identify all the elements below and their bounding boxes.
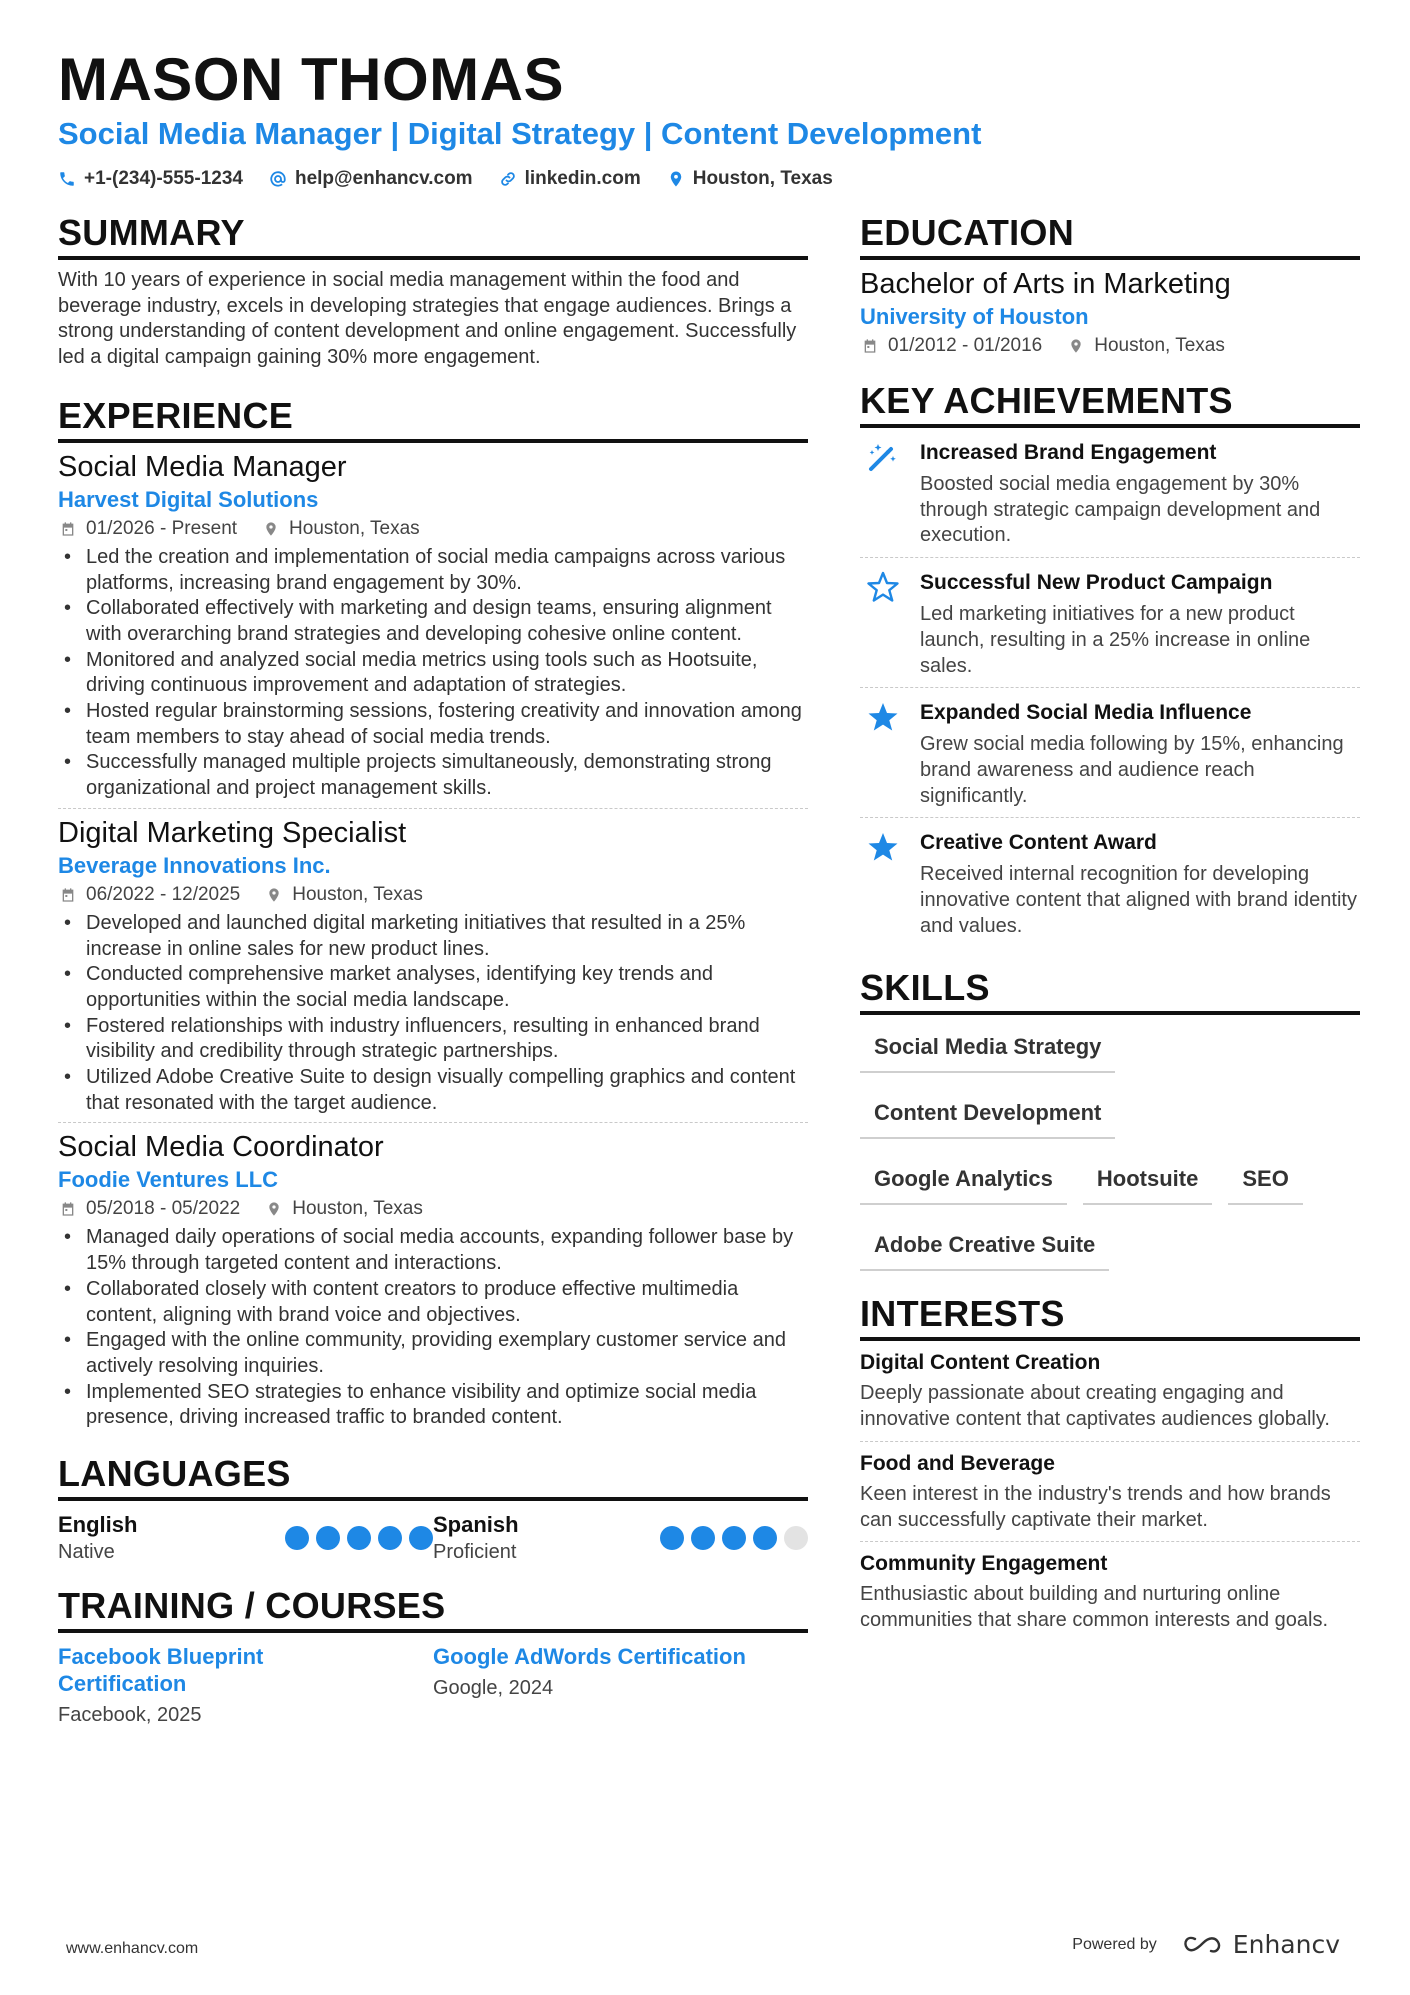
language-level: Proficient (433, 1541, 517, 1564)
interest-item (860, 1542, 1360, 1641)
interests-heading: INTERESTS (860, 1293, 1360, 1341)
star-filled-icon (866, 700, 900, 734)
languages-list (58, 1511, 808, 1567)
courses-list (58, 1643, 808, 1729)
location-pin-icon (667, 170, 685, 188)
bullet-item: • Developed and launched digital marketing initiatives that resulted in a 25% increase in online sales for new product lines. (58, 911, 808, 962)
link-icon (499, 170, 517, 188)
job-entry (58, 1129, 808, 1431)
languages-heading: LANGUAGES (58, 1453, 808, 1501)
education-heading: EDUCATION (860, 212, 1360, 260)
interest-title: Community Engagement (860, 1552, 1108, 1576)
right-column (860, 212, 1360, 1642)
education-dates: 01/2012 - 01/2016 (862, 332, 1042, 360)
job-location: Houston, Texas (266, 1195, 423, 1223)
footer-website[interactable]: www.enhancv.com (66, 1940, 199, 1957)
calendar-icon (60, 887, 76, 903)
course-title: Facebook Blueprint Certification (58, 1644, 264, 1697)
achievement-item (860, 688, 1360, 818)
phone-icon (58, 170, 76, 188)
link-text: linkedin.com (524, 168, 641, 189)
contact-phone[interactable] (58, 168, 243, 190)
education-school: University of Houston (860, 304, 1089, 329)
job-meta (60, 515, 808, 543)
job-dates: 06/2022 - 12/2025 (60, 881, 240, 909)
bullet-item: • Collaborated effectively with marketing and design teams, ensuring alignment with overarching brand strategies and developing cohesive online content. (58, 596, 808, 647)
course-item (433, 1643, 808, 1729)
skills-list (860, 1027, 1360, 1271)
achievement-item (860, 818, 1360, 947)
job-meta (60, 881, 808, 909)
location-pin-icon (266, 887, 282, 903)
job-location: Houston, Texas (266, 881, 423, 909)
at-sign-icon (269, 170, 287, 188)
bullet-item: • Monitored and analyzed social media metrics using tools such as Hootsuite, driving continuous improvement and adaptation of strategies. (58, 648, 808, 699)
candidate-headline: Social Media Manager | Digital Strategy | Content Development (58, 116, 982, 151)
job-bullets (58, 545, 808, 802)
rating-dot-filled (409, 1526, 433, 1550)
location-pin-icon (1068, 338, 1084, 354)
contact-bar (58, 168, 833, 190)
location-text: Houston, Texas (692, 168, 833, 189)
bullet-item: • Managed daily operations of social media accounts, expanding follower base by 15% through targeted content and interactions. (58, 1225, 808, 1276)
location-pin-icon (266, 1201, 282, 1217)
star-outline-icon (866, 570, 900, 604)
job-dates: 05/2018 - 05/2022 (60, 1195, 240, 1223)
brand-logo[interactable] (1181, 1930, 1340, 1959)
job-location: Houston, Texas (263, 515, 420, 543)
language-item (58, 1511, 433, 1567)
education-location: Houston, Texas (1068, 332, 1225, 360)
achievement-desc: Boosted social media engagement by 30% through strategic campaign development and execution. (920, 473, 1321, 547)
job-entry (58, 815, 808, 1124)
bullet-item: • Fostered relationships with industry influencers, resulting in enhanced brand visibility and credibility through strategic partnerships. (58, 1014, 808, 1065)
job-title: Social Media Coordinator (58, 1131, 384, 1164)
skill-tag: Google Analytics (860, 1159, 1067, 1205)
course-provider: Google, 2024 (433, 1677, 554, 1700)
achievement-item (860, 558, 1360, 688)
job-company: Foodie Ventures LLC (58, 1167, 279, 1193)
left-column (58, 212, 808, 1729)
rating-dot-filled (347, 1526, 371, 1550)
interest-title: Food and Beverage (860, 1451, 1055, 1475)
education-degree: Bachelor of Arts in Marketing (860, 268, 1231, 300)
job-company: Harvest Digital Solutions (58, 486, 319, 512)
phone-text: +1-(234)-555-1234 (84, 168, 243, 189)
bullet-item: • Hosted regular brainstorming sessions, fostering creativity and innovation among team members to stay ahead of social media trends. (58, 699, 808, 750)
achievement-title: Increased Brand Engagement (920, 441, 1217, 464)
bullet-item: • Led the creation and implementation of social media campaigns across various platforms, increasing brand engagement by 30%. (58, 545, 808, 596)
achievement-title: Successful New Product Campaign (920, 571, 1273, 595)
interest-item (860, 1341, 1360, 1441)
course-provider: Facebook, 2025 (58, 1704, 202, 1727)
skill-tag: Adobe Creative Suite (860, 1225, 1109, 1271)
brand-name: Enhancv (1232, 1930, 1340, 1959)
interest-desc: Deeply passionate about creating engaging and innovative content that captivates audiences globally. (860, 1382, 1330, 1431)
interest-desc: Keen interest in the industry's trends and how brands can successfully captivate their market. (860, 1482, 1331, 1531)
course-title: Google AdWords Certification (433, 1644, 746, 1670)
powered-by-label: Powered by (1072, 1935, 1157, 1953)
achievement-desc: Led marketing initiatives for a new product launch, resulting in a 25% increase in online sales. (920, 603, 1311, 677)
email-text: help@enhancv.com (294, 168, 473, 189)
achievements-heading: KEY ACHIEVEMENTS (860, 380, 1360, 428)
calendar-icon (862, 338, 878, 354)
job-entry (58, 449, 808, 809)
training-heading: TRAINING / COURSES (58, 1585, 808, 1633)
rating-dot-filled (378, 1526, 402, 1550)
summary-text: With 10 years of experience in social media management within the food and beverage industry, excels in developing strategies that engage audiences. Brings a strong understanding of content development and online engagement. Successfully led a digital campaign gaining 30% more engagement. (58, 269, 797, 369)
bullet-item: • Utilized Adobe Creative Suite to design visually compelling graphics and content that resonated with the target audience. (58, 1065, 808, 1116)
achievement-desc: Received internal recognition for developing innovative content that aligned with brand identity and values. (920, 863, 1357, 937)
language-name: English (58, 1512, 138, 1538)
rating-dot-filled (285, 1526, 309, 1550)
footer-branding (1072, 1930, 1340, 1959)
contact-location (667, 168, 833, 190)
achievement-desc: Grew social media following by 15%, enhancing brand awareness and audience reach significantly. (920, 733, 1344, 807)
job-meta (60, 1195, 808, 1223)
star-filled-icon (866, 830, 900, 864)
job-dates: 01/2026 - Present (60, 515, 237, 543)
language-rating (660, 1526, 808, 1550)
job-company: Beverage Innovations Inc. (58, 852, 331, 878)
achievement-item (860, 428, 1360, 558)
skill-tag: Social Media Strategy (860, 1027, 1115, 1073)
language-item (433, 1511, 808, 1567)
enhancv-logo-icon (1181, 1933, 1225, 1957)
experience-heading: EXPERIENCE (58, 395, 808, 443)
job-title: Digital Marketing Specialist (58, 816, 407, 849)
skill-tag: SEO (1228, 1159, 1302, 1205)
rating-dot-empty (784, 1526, 808, 1550)
rating-dot-filled (722, 1526, 746, 1550)
bullet-item: • Collaborated closely with content creators to produce effective multimedia content, aligning with brand voice and objectives. (58, 1277, 808, 1328)
calendar-icon (60, 521, 76, 537)
education-meta (862, 332, 1360, 360)
candidate-name: MASON THOMAS (58, 46, 564, 113)
skill-tag: Content Development (860, 1093, 1115, 1139)
calendar-icon (60, 1201, 76, 1217)
language-rating (285, 1526, 433, 1550)
achievement-title: Creative Content Award (920, 831, 1157, 855)
language-name: Spanish (433, 1512, 519, 1538)
interest-item (860, 1442, 1360, 1542)
magic-wand-icon (866, 440, 900, 474)
bullet-item: • Successfully managed multiple projects simultaneously, demonstrating strong organizational and project management skills. (58, 750, 808, 801)
skills-heading: SKILLS (860, 967, 1360, 1015)
interest-desc: Enthusiastic about building and nurturing online communities that share common interests and goals. (860, 1583, 1328, 1631)
bullet-item: • Implemented SEO strategies to enhance visibility and optimize social media presence, driving increased traffic to branded content. (58, 1380, 808, 1431)
rating-dot-filled (691, 1526, 715, 1550)
job-bullets (58, 1225, 808, 1431)
contact-email[interactable] (269, 168, 473, 190)
rating-dot-filled (316, 1526, 340, 1550)
rating-dot-filled (660, 1526, 684, 1550)
bullet-item: • Conducted comprehensive market analyses, identifying key trends and opportunities within the social media landscape. (58, 962, 808, 1013)
rating-dot-filled (753, 1526, 777, 1550)
course-item (58, 1643, 433, 1729)
language-level: Native (58, 1541, 115, 1564)
summary-heading: SUMMARY (58, 212, 808, 260)
location-pin-icon (263, 521, 279, 537)
achievement-title: Expanded Social Media Influence (920, 701, 1252, 725)
skill-tag: Hootsuite (1083, 1159, 1212, 1205)
interest-title: Digital Content Creation (860, 1351, 1101, 1375)
job-bullets (58, 911, 808, 1117)
job-title: Social Media Manager (58, 450, 347, 483)
contact-link[interactable] (499, 168, 641, 190)
bullet-item: • Engaged with the online community, providing exemplary customer service and actively resolving inquiries. (58, 1328, 808, 1379)
